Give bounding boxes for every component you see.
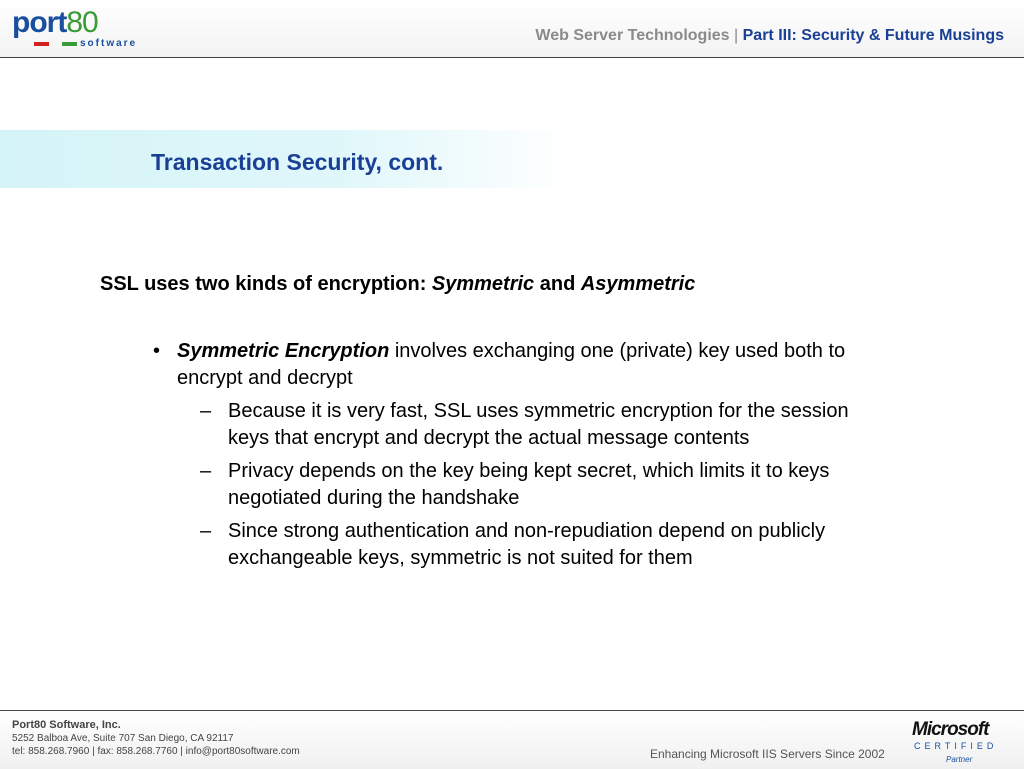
header-title bbox=[535, 27, 1004, 45]
header-separator: | bbox=[734, 27, 739, 44]
sub-bullet-list bbox=[200, 398, 880, 578]
ms-logo-certified: CERTIFIED bbox=[914, 741, 998, 751]
intro-prefix: SSL uses two kinds of encryption: bbox=[100, 273, 432, 295]
footer-address: 5252 Balboa Ave, Suite 707 San Diego, CA 92117 bbox=[12, 733, 234, 744]
microsoft-certified-logo bbox=[910, 719, 1010, 769]
header-course-title: Web Server Technologies bbox=[535, 27, 730, 44]
logo-word-80: 80 bbox=[66, 6, 98, 39]
sub-bullet-text: Because it is very fast, SSL uses symmetric encryption for the session keys that encrypt and decrypt the actual message contents bbox=[228, 400, 849, 449]
bullet-body: involves exchanging one (private) key used both to encrypt and decrypt bbox=[177, 340, 846, 389]
sub-bullet-text: Privacy depends on the key being kept secret, which limits it to keys negotiated during the handshake bbox=[228, 460, 830, 509]
sub-bullet-text: Since strong authentication and non-repudiation depend on publicly exchangeable keys, symmetric is not suited for them bbox=[228, 520, 826, 569]
sub-bullet-marker: – bbox=[200, 460, 212, 482]
logo-word-port: port bbox=[12, 6, 67, 39]
sub-bullet bbox=[200, 458, 880, 512]
bullet-text bbox=[177, 338, 873, 392]
footer-bar bbox=[0, 710, 1024, 769]
footer-tagline: Enhancing Microsoft IIS Servers Since 2002 bbox=[650, 747, 885, 761]
footer-contact: tel: 858.268.7960 | fax: 858.268.7760 | info@port80software.com bbox=[12, 746, 300, 757]
port80-logo bbox=[12, 8, 137, 50]
bullet-symmetric bbox=[153, 338, 873, 392]
intro-term-symmetric: Symmetric bbox=[431, 273, 535, 295]
sub-bullet-marker: – bbox=[200, 520, 212, 542]
intro-line bbox=[100, 273, 695, 296]
footer-company-name: Port80 Software, Inc. bbox=[12, 719, 121, 731]
bullet-term: Symmetric Encryption bbox=[177, 340, 390, 362]
intro-term-asymmetric: Asymmetric bbox=[580, 273, 696, 295]
logo-green-bar bbox=[62, 42, 77, 46]
header-part-title: Part III: Security & Future Musings bbox=[742, 27, 1004, 44]
slide-title: Transaction Security, cont. bbox=[151, 149, 444, 175]
logo-wordmark bbox=[12, 8, 98, 38]
logo-red-bar bbox=[34, 42, 49, 46]
sub-bullet bbox=[200, 398, 880, 452]
logo-subtext: software bbox=[80, 38, 138, 49]
ms-logo-partner: Partner bbox=[946, 755, 973, 764]
header-bar bbox=[0, 0, 1024, 58]
ms-logo-word: Microsoft bbox=[912, 719, 989, 740]
sub-bullet-marker: – bbox=[200, 400, 212, 422]
intro-joiner: and bbox=[534, 273, 581, 295]
bullet-marker: • bbox=[153, 340, 161, 362]
sub-bullet bbox=[200, 518, 880, 572]
